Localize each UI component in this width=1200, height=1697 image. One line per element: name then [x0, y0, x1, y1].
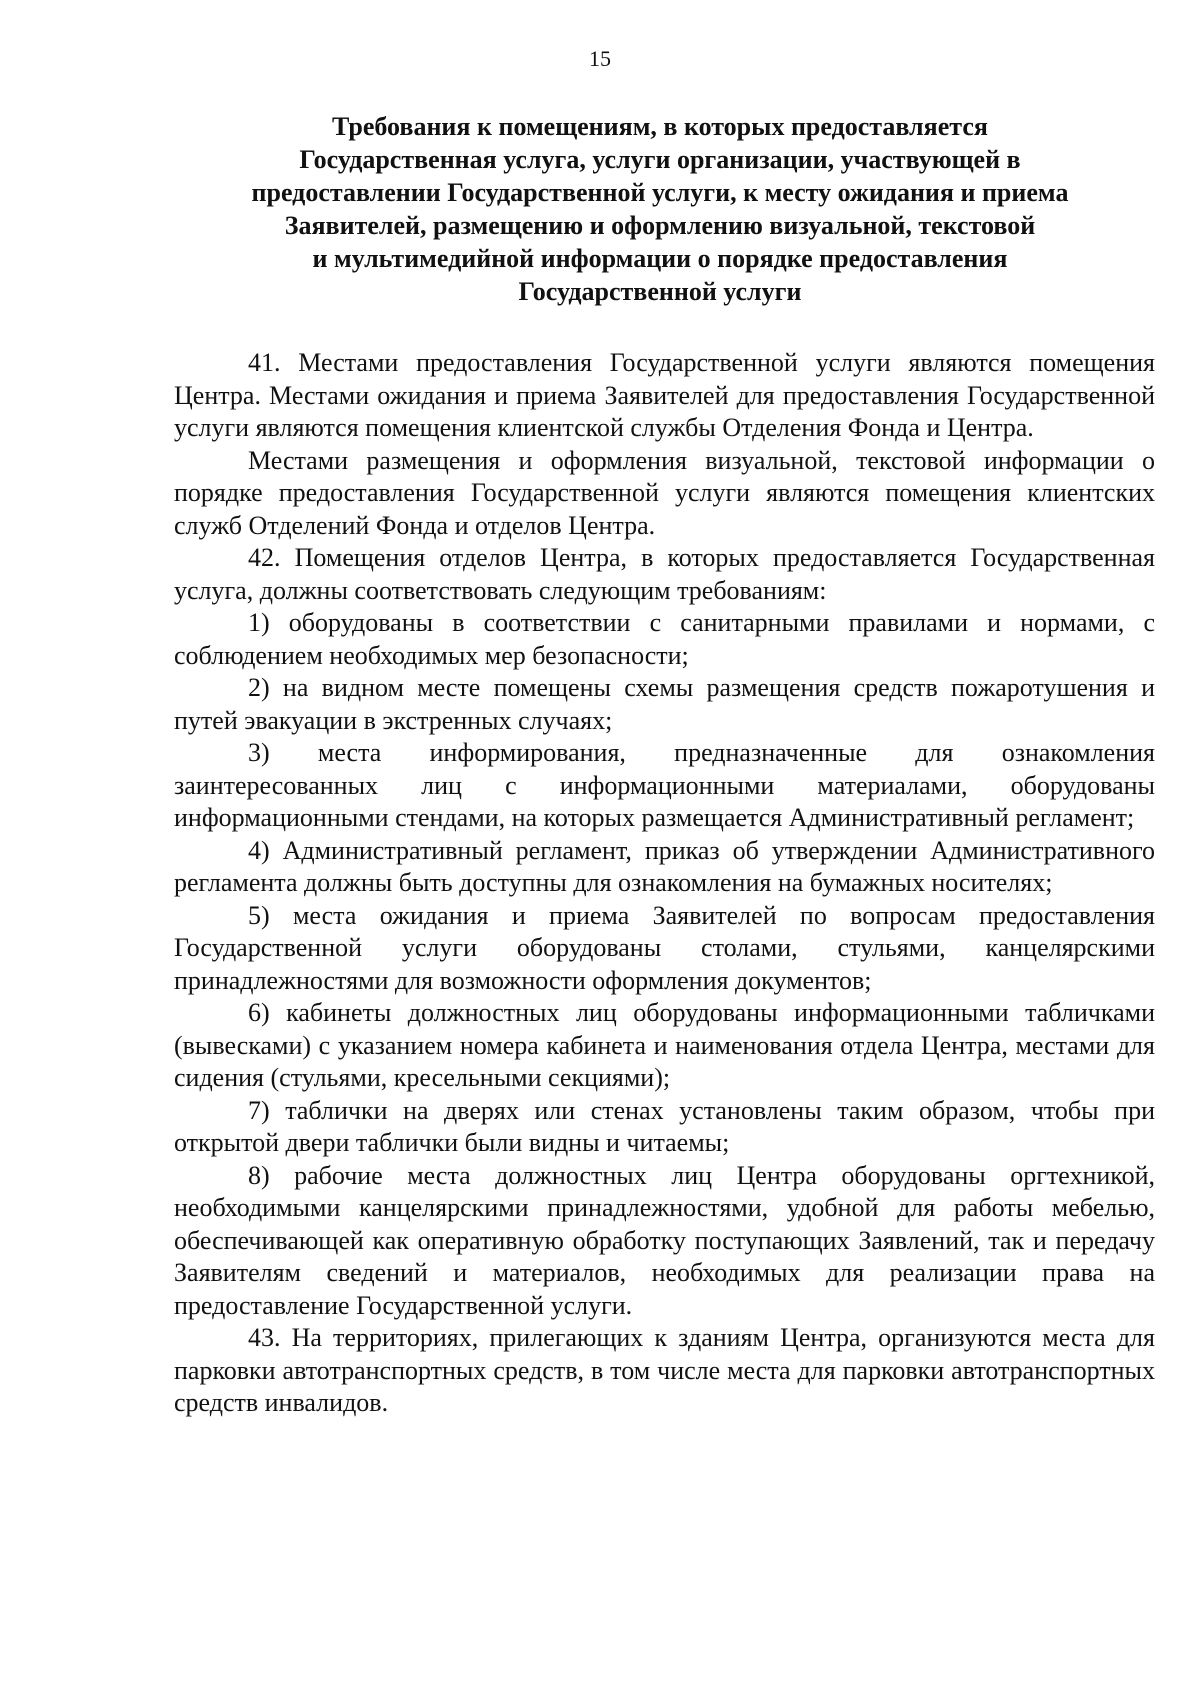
page-number: 15 [589, 46, 611, 71]
requirement-item-1: 1) оборудованы в соответствии с санитарными правилами и нормами, с соблюдением необходимых мер безопасности; [174, 608, 1155, 670]
requirement-item-3: 3) места информирования, предназначенные для ознакомления заинтересованных лиц с информационными материалами, оборудованы информационными стендами, на которых размещается Административный регламент; [174, 738, 1155, 832]
paragraph-43: 43. На территориях, прилегающих к зданиям Центра, организуются места для парковки автотранспортных средств, в том числе места для парковки автотранспортных средств инвалидов. [174, 1323, 1155, 1417]
section-title-line: Государственная услуга, услуги организации, участвующей в [299, 145, 1021, 174]
requirement-item-5: 5) места ожидания и приема Заявителей по вопросам предоставления Государственной услуги оборудованы столами, стульями, канцелярскими принадлежностями для возможности оформления документов; [174, 900, 1155, 995]
paragraph-41-info-places: Местами размещения и оформления визуальной, текстовой информации о порядке предоставления Государственной услуги являются помещения клиентских служб Отделений Фонда и отделов Центра. [174, 445, 1155, 540]
requirement-item-8: 8) рабочие места должностных лиц Центра оборудованы оргтехникой, необходимыми канцелярскими принадлежностями, удобной для работы мебелью, обеспечивающей как оперативную обработку поступающих Заявлений, так и передачу Заявителям сведений и материалов, необходимых для реализации права на предоставление Государственной услуги. [174, 1160, 1155, 1320]
section-title-line: Государственной услуги [518, 277, 802, 306]
paragraph-41: 41. Местами предоставления Государственной услуги являются помещения Центра. Местами ожидания и приема Заявителей для предоставления Государственной услуги являются помещения клиентской службы Отделения Фонда и Центра. [174, 348, 1155, 442]
section-title-line: и мультимедийной информации о порядке предоставления [312, 244, 1008, 273]
requirement-item-2: 2) на видном месте помещены схемы размещения средств пожаротушения и путей эвакуации в экстренных случаях; [174, 673, 1155, 735]
paragraph-42: 42. Помещения отделов Центра, в которых предоставляется Государственная услуга, должны соответствовать следующим требованиям: [174, 543, 1155, 605]
section-title-line: Заявителей, размещению и оформлению визуальной, текстовой [284, 211, 1036, 240]
requirement-item-4: 4) Административный регламент, приказ об утверждении Административного регламента должны быть доступны для ознакомления на бумажных носителях; [174, 835, 1155, 897]
document-body [174, 347, 1155, 1420]
requirement-item-7: 7) таблички на дверях или стенах установлены таким образом, чтобы при открытой двери таблички были видны и читаемы; [174, 1095, 1155, 1157]
section-title-line: предоставлении Государственной услуги, к месту ожидания и приема [251, 178, 1069, 207]
section-title [130, 110, 1190, 308]
section-title-line: Требования к помещениям, в которых предоставляется [332, 112, 988, 141]
requirement-item-6: 6) кабинеты должностных лиц оборудованы информационными табличками (вывесками) с указанием номера кабинета и наименования отдела Центра, местами для сидения (стульями, кресельными секциями); [174, 998, 1155, 1092]
